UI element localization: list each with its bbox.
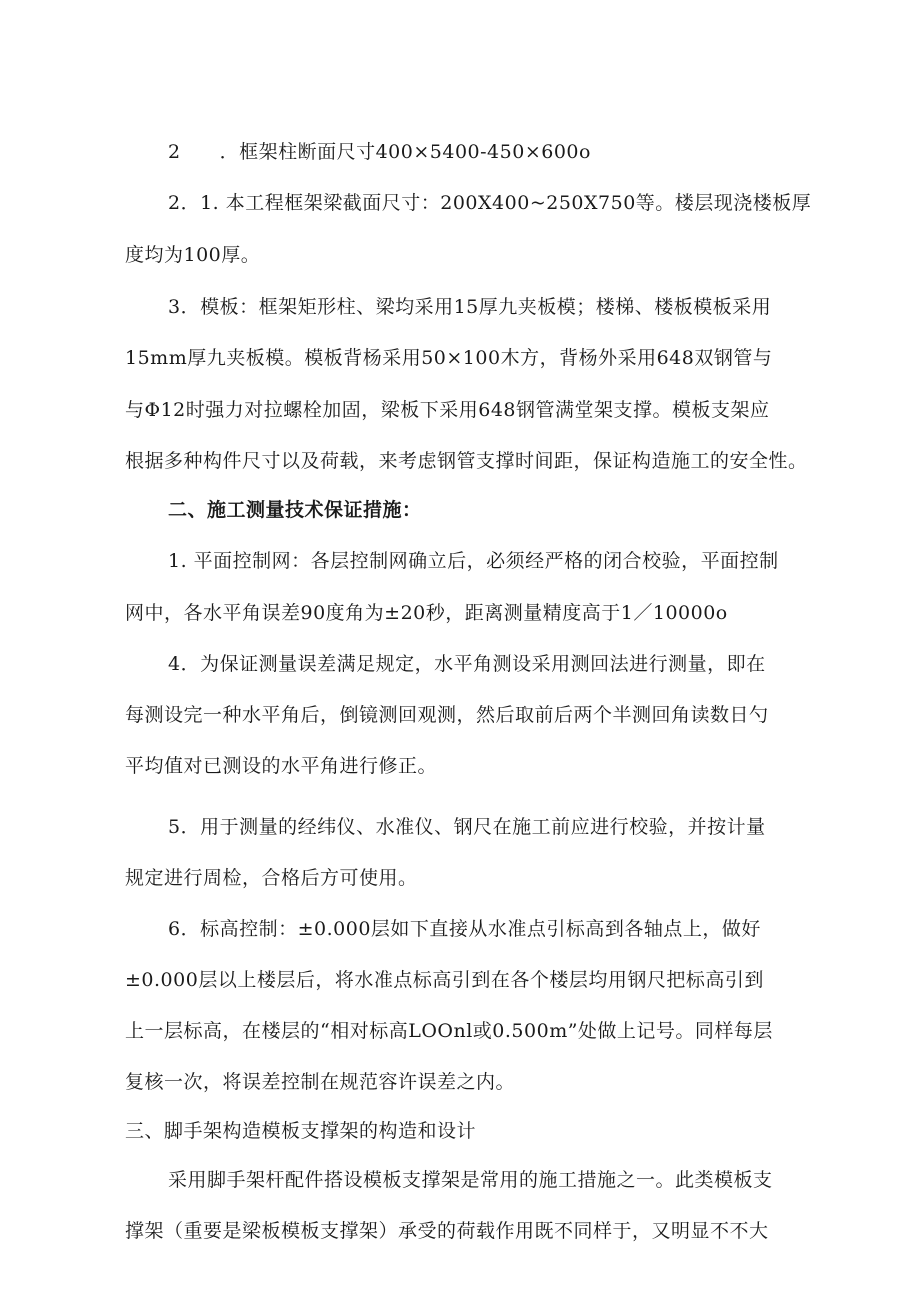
text-line-9: 1. 平面控制网：各层控制网确立后，必须经严格的闭合校验，平面控制 xyxy=(168,550,779,572)
section-heading-2: 二、施工测量技术保证措施： xyxy=(168,499,422,521)
text-line-19: 复核一次，将误差控制在规范容许误差之内。 xyxy=(125,1071,516,1093)
text-line-18: 上一层标高，在楼层的“相对标高LOOnl或0.500m”处做上记号。同样每层 xyxy=(125,1020,773,1042)
text-line-10: 网中，各水平角误差90度角为±20秒，距离测量精度高于1／10000o xyxy=(125,602,728,624)
section-heading-3: 三、脚手架构造模板支撑架的构造和设计 xyxy=(125,1120,477,1142)
text-line-3: 度均为100厚。 xyxy=(125,244,261,266)
text-line-12: 每测设完一种水平角后，倒镜测回观测，然后取前后两个半测回角读数日勺 xyxy=(125,704,769,726)
text-line-15: 规定进行周检，合格后方可使用。 xyxy=(125,867,418,889)
text-line-6: 与Φ12时强力对拉螺栓加固，梁板下采用648钢管满堂架支撑。模板支架应 xyxy=(125,399,770,421)
text-line-5: 15mm厚九夹板模。模板背杨采用50×100木方，背杨外采用648双钢管与 xyxy=(125,347,773,369)
text-line-7: 根据多种构件尺寸以及荷载，来考虑钢管支撑时间距，保证构造施工的安全性。 xyxy=(125,450,808,472)
text-line-16: 6．标高控制：±0.000层如下直接从水准点引标高到各轴点上，做好 xyxy=(168,918,761,940)
text-line-2: 2．1. 本工程框架梁截面尺寸：200X400~250X750等。楼层现浇楼板厚 xyxy=(168,192,812,214)
text-line-17: ±0.000层以上楼层后，将水准点标高引到在各个楼层均用钢尺把标高引到 xyxy=(125,969,764,991)
text-line-21: 采用脚手架杆配件搭设模板支撑架是常用的施工措施之一。此类模板支 xyxy=(168,1169,773,1191)
text-line-14: 5．用于测量的经纬仪、水准仪、钢尺在施工前应进行校验，并按计量 xyxy=(168,816,766,838)
text-line-4: 3．模板：框架矩形柱、梁均采用15厚九夹板模；楼梯、楼板模板采用 xyxy=(168,296,772,318)
text-line-13: 平均值对已测设的水平角进行修正。 xyxy=(125,755,438,777)
text-line-11: 4．为保证测量误差满足规定，水平角测设采用测回法进行测量，即在 xyxy=(168,653,766,675)
text-line-1: 2 ．框架柱断面尺寸400×5400-450×600o xyxy=(168,141,591,163)
text-line-22: 撑架（重要是梁板模板支撑架）承受的荷载作用既不同样于，又明显不不大 xyxy=(125,1220,769,1242)
